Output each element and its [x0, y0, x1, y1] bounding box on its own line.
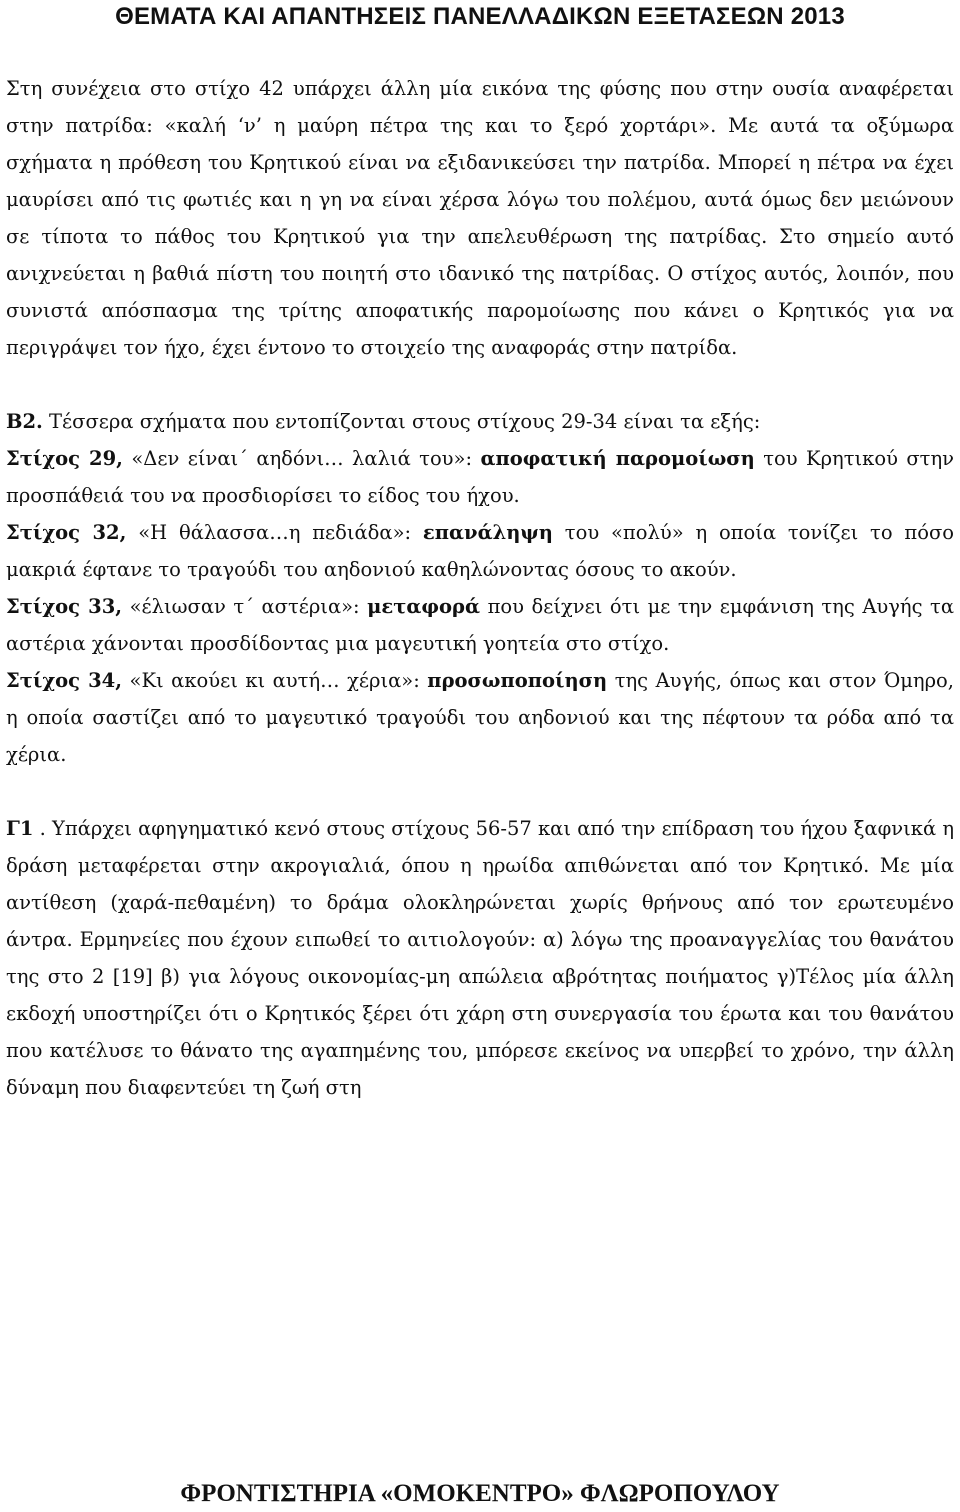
verse-33-quote: «έλιωσαν τ΄ αστέρια»:	[122, 595, 368, 618]
verse-29-figure: αποφατική παρομοίωση	[480, 447, 755, 470]
verse-33-text: που δείχνει ότι με την εμφάνιση της Αυγής τα αστέρια χάνονται προσδίδοντας μια μαγευτική γοητεία στο στίχο.	[6, 595, 954, 655]
verse-33-paragraph	[6, 588, 954, 662]
verse-34-text: της Αυγής, όπως και στον Όμηρο, η οποία σαστίζει από το μαγευτικό τραγούδι του αηδονιού και της πέφτουν τα ρόδα από τα χέρια.	[6, 669, 954, 766]
verse-34-figure: προσωποποίηση	[427, 669, 608, 692]
g1-label: Γ1	[6, 817, 34, 840]
verse-32-text: του «πολύ» η οποία τονίζει το πόσο μακριά έφτανε το τραγούδι του αηδονιού καθηλώνοντας όσους το ακούν.	[6, 521, 954, 581]
verse-29-paragraph	[6, 440, 954, 514]
verse-34-quote: «Κι ακούει κι αυτή… χέρια»:	[122, 669, 428, 692]
b2-paragraph	[6, 403, 954, 440]
verse-33-figure: μεταφορά	[367, 595, 481, 618]
verse-32-label: Στίχος 32,	[6, 521, 127, 544]
b2-label: Β2.	[6, 410, 43, 433]
verse-34-paragraph	[6, 662, 954, 773]
intro-paragraph: Στη συνέχεια στο στίχο 42 υπάρχει άλλη μία εικόνα της φύσης που στην ουσία αναφέρεται στην πατρίδα: «καλή ‘ν’ η μαύρη πέτρα της και το ξερό χορτάρι». Με αυτά τα οξύμωρα σχήματα η πρόθεση του Κρητικού είναι να εξιδανικεύσει την πατρίδα. Μπορεί η πέτρα να έχει μαυρίσει από τις φωτιές και η γη να είναι χέρσα λόγω του πολέμου, αυτά όμως δεν μειώνουν σε τίποτα το πάθος του Κρητικού για την απελευθέρωση της πατρίδας. Στο σημείο αυτό ανιχνεύεται η βαθιά πίστη του ποιητή στο ιδανικό της πατρίδας. Ο στίχος αυτός, λοιπόν, που συνιστά απόσπασμα της τρίτης αποφατικής παρομοίωσης που κάνει ο Κρητικός για να περιγράψει τον ήχο, έχει έντονο το στοιχείο της αναφοράς στην πατρίδα.	[6, 77, 954, 359]
b2-text: Τέσσερα σχήματα που εντοπίζονται στους στίχους 29-34 είναι τα εξής:	[42, 410, 761, 433]
verse-29-quote: «Δεν είναι΄ αηδόνι… λαλιά του»:	[122, 447, 481, 470]
verse-29-label: Στίχος 29,	[6, 447, 123, 470]
document-body	[6, 70, 954, 1106]
verse-33-label: Στίχος 33,	[6, 595, 123, 618]
verse-32-paragraph	[6, 514, 954, 588]
verse-32-figure: επανάληψη	[422, 521, 553, 544]
verse-32-quote: «Η θάλασσα…η πεδιάδα»:	[126, 521, 423, 544]
verse-29-text: του Κρητικού στην προσπάθειά του να προσδιορίσει το είδος του ήχου.	[6, 447, 954, 507]
verse-34-label: Στίχος 34,	[6, 669, 123, 692]
page-footer: ΦΡΟΝΤΙΣΤΗΡΙΑ «ΟΜΟΚΕΝΤΡΟ» ΦΛΩΡΟΠΟΥΛΟΥ	[180, 1480, 780, 1507]
g1-text: . Υπάρχει αφηγηματικό κενό στους στίχους 56-57 και από την επίδραση του ήχου ξαφνικά η δράση μεταφέρεται στην ακρογιαλιά, όπου η ηρωίδα απιθώνεται από τον Κρητικό. Με μία αντίθεση (χαρά-πεθαμένη) το δράμα ολοκληρώνεται χωρίς θρήνους από τον ερωτευμένο άντρα. Ερμηνείες που έχουν ειπωθεί το αιτιολογούν: α) λόγω της προαναγγελίας του θανάτου της στο 2 [19] β) για λόγους οικονομίας-μη απώλεια αβρότητας ποιήματος γ)Τέλος μία άλλη εκδοχή υποστηρίζει ότι ο Κρητικός ξέρει ότι χάρη στη συνεργασία του έρωτα και του θανάτου που κατέλυσε το θάνατο της αγαπημένης του, μπόρεσε εκείνος να υπερβεί το χρόνο, την άλλη δύναμη που διαφεντεύει τη ζωή στη	[6, 817, 954, 1099]
g1-paragraph	[6, 810, 954, 1106]
page-header-title: ΘΕΜΑΤΑ ΚΑΙ ΑΠΑΝΤΗΣΕΙΣ ΠΑΝΕΛΛΑΔΙΚΩΝ ΕΞΕΤΑΣΕΩΝ 2013	[115, 3, 845, 30]
